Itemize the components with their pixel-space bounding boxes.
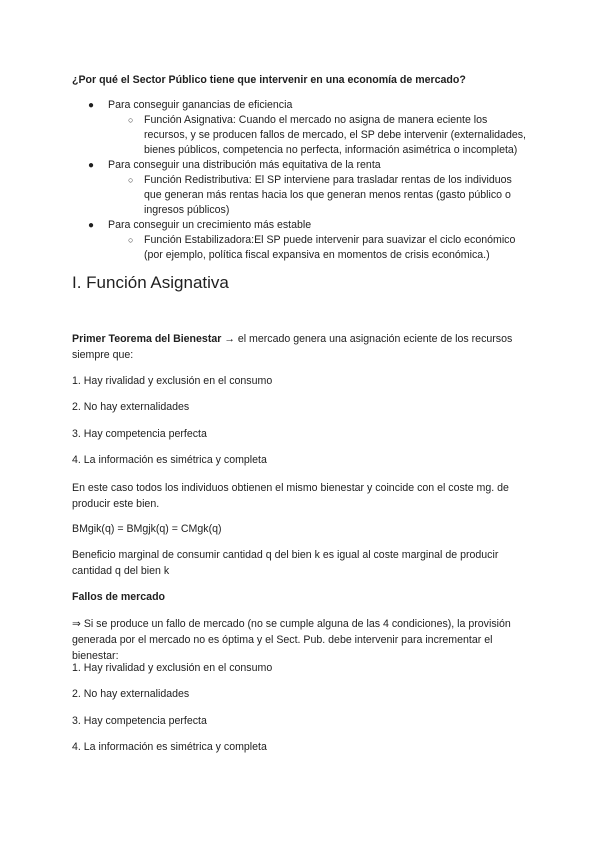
fallos-title: Fallos de mercado	[72, 591, 166, 603]
case-paragraph: En este caso todos los individuos obtienen el mismo bienestar y coincide con el coste mg. de producir este bien.	[72, 482, 509, 510]
hollow-bullet-icon: ○	[128, 115, 134, 125]
reason-sub-text: Función Asignativa: Cuando el mercado no asigna de manera eciente los recursos, y se producen fallos de mercado, el SP debe intervenir (externalidades, bienes públicos, competencia no perfecta, información asimétrica o incompleta)	[144, 114, 526, 156]
hollow-bullet-icon: ○	[128, 235, 134, 245]
condition-item: 4. La información es simétrica y completa	[72, 741, 267, 753]
section-title: I. Función Asignativa	[72, 273, 229, 292]
fallos-paragraph: ⇒ Si se produce un fallo de mercado (no se cumple alguna de las 4 condiciones), la provisión generada por el mercado no es óptima y el Sect. Pub. debe intervenir para incrementar el bienestar:	[72, 618, 511, 662]
condition-item: 1. Hay rivalidad y exclusión en el consumo	[72, 375, 273, 387]
formula-explanation: Beneficio marginal de consumir cantidad q del bien k es igual al coste marginal de producir cantidad q del bien k	[72, 549, 499, 577]
bullet-icon: ●	[88, 100, 95, 111]
reason-sublist	[108, 113, 532, 158]
condition-item: 3. Hay competencia perfecta	[72, 715, 207, 727]
reason-item	[72, 98, 532, 158]
intro-question: ¿Por qué el Sector Público tiene que intervenir en una economía de mercado?	[72, 74, 466, 86]
reason-sublist	[108, 173, 532, 218]
formula: BMgik(q) = BMgjk(q) = CMgk(q)	[72, 523, 222, 535]
condition-item: 3. Hay competencia perfecta	[72, 428, 207, 440]
condition-item: 4. La información es simétrica y completa	[72, 454, 267, 466]
reason-item	[72, 218, 532, 263]
bullet-icon: ●	[88, 220, 95, 231]
reason-label: Para conseguir una distribución más equitativa de la renta	[108, 159, 381, 171]
reason-item	[72, 158, 532, 218]
theorem-text: el mercado genera una asignación eciente de los recursos siempre que:	[72, 333, 513, 361]
theorem-title: Primer Teorema del Bienestar	[72, 333, 222, 345]
condition-item: 2. No hay externalidades	[72, 688, 190, 700]
reason-subitem	[108, 113, 532, 158]
bullet-icon: ●	[88, 160, 95, 171]
reason-subitem	[108, 233, 532, 263]
theorem-paragraph	[72, 331, 532, 363]
arrow-icon: →	[221, 333, 238, 345]
reason-label: Para conseguir un crecimiento más estable	[108, 219, 312, 231]
reasons-list	[72, 98, 532, 263]
condition-item: 1. Hay rivalidad y exclusión en el consumo	[72, 662, 273, 674]
reason-sublist	[108, 233, 532, 263]
reason-sub-text: Función Redistributiva: El SP interviene para trasladar rentas de los individuos que generan más rentas hacia los que generan menos rentas (gasto público o ingresos públicos)	[144, 174, 512, 216]
reason-label: Para conseguir ganancias de eficiencia	[108, 99, 293, 111]
condition-item: 2. No hay externalidades	[72, 401, 190, 413]
reason-sub-text: Función Estabilizadora:El SP puede intervenir para suavizar el ciclo económico (por ejemplo, política fiscal expansiva en momentos de crisis económica.)	[144, 234, 516, 261]
reason-subitem	[108, 173, 532, 218]
hollow-bullet-icon: ○	[128, 175, 134, 185]
